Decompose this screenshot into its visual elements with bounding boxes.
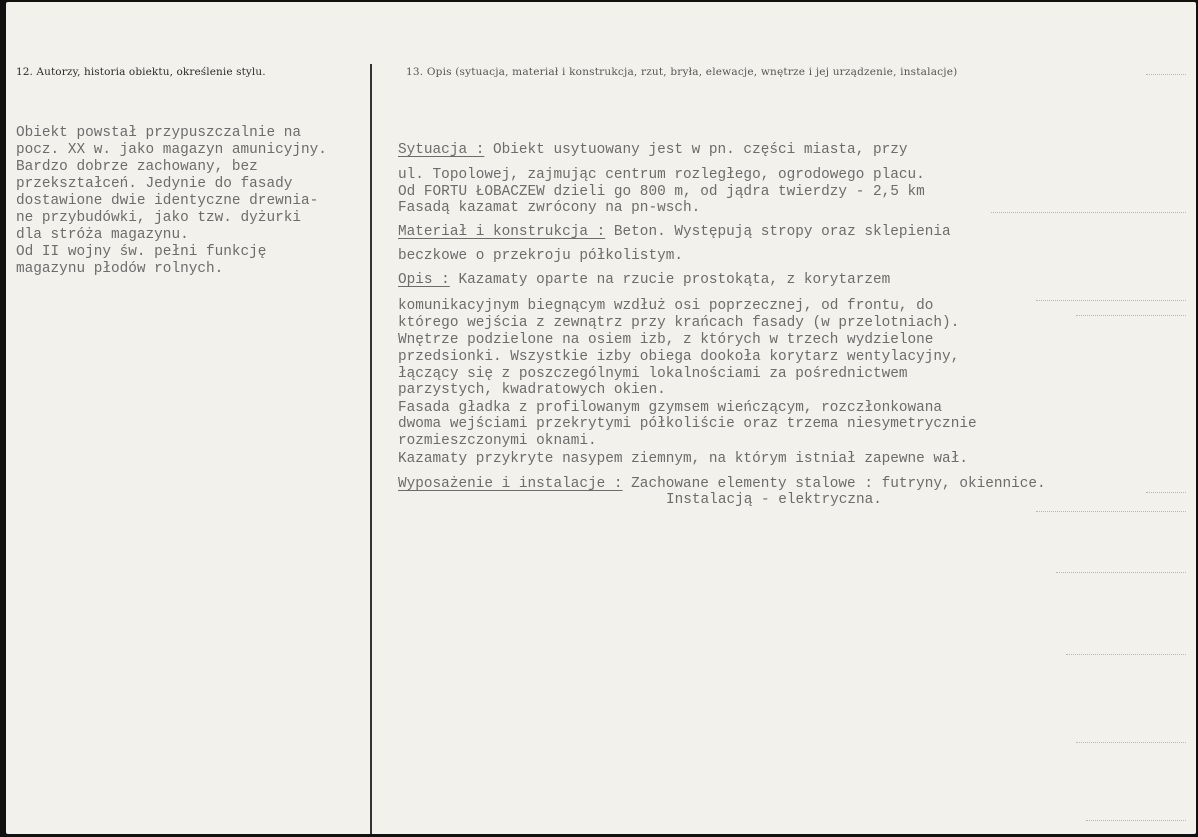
text-line: przekształceń. Jedynie do fasady — [16, 176, 293, 192]
text-line: pocz. XX w. jako magazyn amunicyjny. — [16, 142, 327, 158]
opis-line: przedsionki. Wszystkie izby obiega dookoła korytarz wentylacyjny, — [398, 349, 960, 365]
ruling-line — [1076, 742, 1186, 743]
wyposazenie-label: Wyposażenie i instalacje : — [398, 476, 623, 492]
wyposazenie-line-2: Instalacją - elektryczna. — [666, 492, 882, 508]
text-line: dla stróża magazynu. — [16, 227, 189, 243]
text-span: Kazamaty oparte na rzucie prostokąta, z korytarzem — [449, 272, 891, 288]
ruling-line — [1146, 492, 1186, 493]
wyposazenie-line-1 — [398, 476, 1046, 493]
text-line: Od II wojny św. pełni funkcję — [16, 244, 267, 260]
sytuacja-line-4: Fasadą kazamat zwrócony na pn-wsch. — [398, 200, 701, 216]
material-line-1 — [398, 224, 951, 241]
ruling-line — [1056, 572, 1186, 573]
column-divider — [370, 64, 372, 834]
ruling-line — [991, 212, 1186, 213]
opis-line: którego wejścia z zewnątrz przy krańcach fasady (w przelotniach). — [398, 315, 960, 331]
sytuacja-line-3: Od FORTU ŁOBACZEW dzieli go 800 m, od jądra twierdzy - 2,5 km — [398, 184, 925, 200]
text-line: ne przybudówki, jako tzw. dyżurki — [16, 210, 301, 226]
opis-label: Opis : — [398, 272, 450, 288]
opis-line: komunikacyjnym biegnącym wzdłuż osi poprzecznej, od frontu, do — [398, 298, 934, 314]
text-line: Obiekt powstał przypuszczalnie na — [16, 125, 301, 141]
opis-line: łączący się z poszczególnymi lokalnościami za pośrednictwem — [398, 366, 908, 382]
sytuacja-line-2: ul. Topolowej, zajmując centrum rozległego, ogrodowego placu. — [398, 167, 925, 183]
text-line: magazynu płodów rolnych. — [16, 261, 224, 277]
opis-line: dwoma wejściami przekrytymi półkoliście oraz trzema niesymetrycznie — [398, 416, 977, 432]
ruling-line — [1086, 820, 1186, 821]
sytuacja-label: Sytuacja : — [398, 142, 485, 158]
text-span: Beton. Występują stropy oraz sklepienia — [605, 224, 951, 240]
ruling-line — [1066, 654, 1186, 655]
field-12-text — [16, 125, 327, 278]
sytuacja-line-1 — [398, 142, 908, 159]
opis-line: parzystych, kwadratowych okien. — [398, 382, 666, 398]
ruling-line — [1076, 315, 1186, 316]
text-line: Bardzo dobrze zachowany, bez — [16, 159, 258, 175]
opis-line: rozmieszczonymi oknami. — [398, 433, 597, 449]
opis-line-1 — [398, 272, 890, 289]
record-card-sheet — [6, 2, 1196, 834]
material-line-2: beczkowe o przekroju półkolistym. — [398, 248, 683, 264]
ruling-line — [1036, 511, 1186, 512]
field-12-header: 12. Autorzy, historia obiektu, określenie stylu. — [16, 66, 266, 78]
text-span: Zachowane elementy stalowe : futryny, okiennice. — [622, 476, 1046, 492]
opis-line: Kazamaty przykryte nasypem ziemnym, na którym istniał zapewne wał. — [398, 451, 968, 467]
opis-line: Wnętrze podzielone na osiem izb, z których w trzech wydzielone — [398, 332, 934, 348]
ruling-line — [1146, 74, 1186, 75]
opis-line: Fasada gładka z profilowanym gzymsem wieńczącym, rozczłonkowana — [398, 400, 943, 416]
text-line: dostawione dwie identyczne drewnia- — [16, 193, 319, 209]
field-13-header: 13. Opis (sytuacja, materiał i konstrukcja, rzut, bryła, elewacje, wnętrze i jej urządzenie, instalacje) — [406, 66, 958, 78]
ruling-line — [1036, 300, 1186, 301]
material-label: Materiał i konstrukcja : — [398, 224, 606, 240]
text-span: Obiekt usytuowany jest w pn. części miasta, przy — [484, 142, 908, 158]
